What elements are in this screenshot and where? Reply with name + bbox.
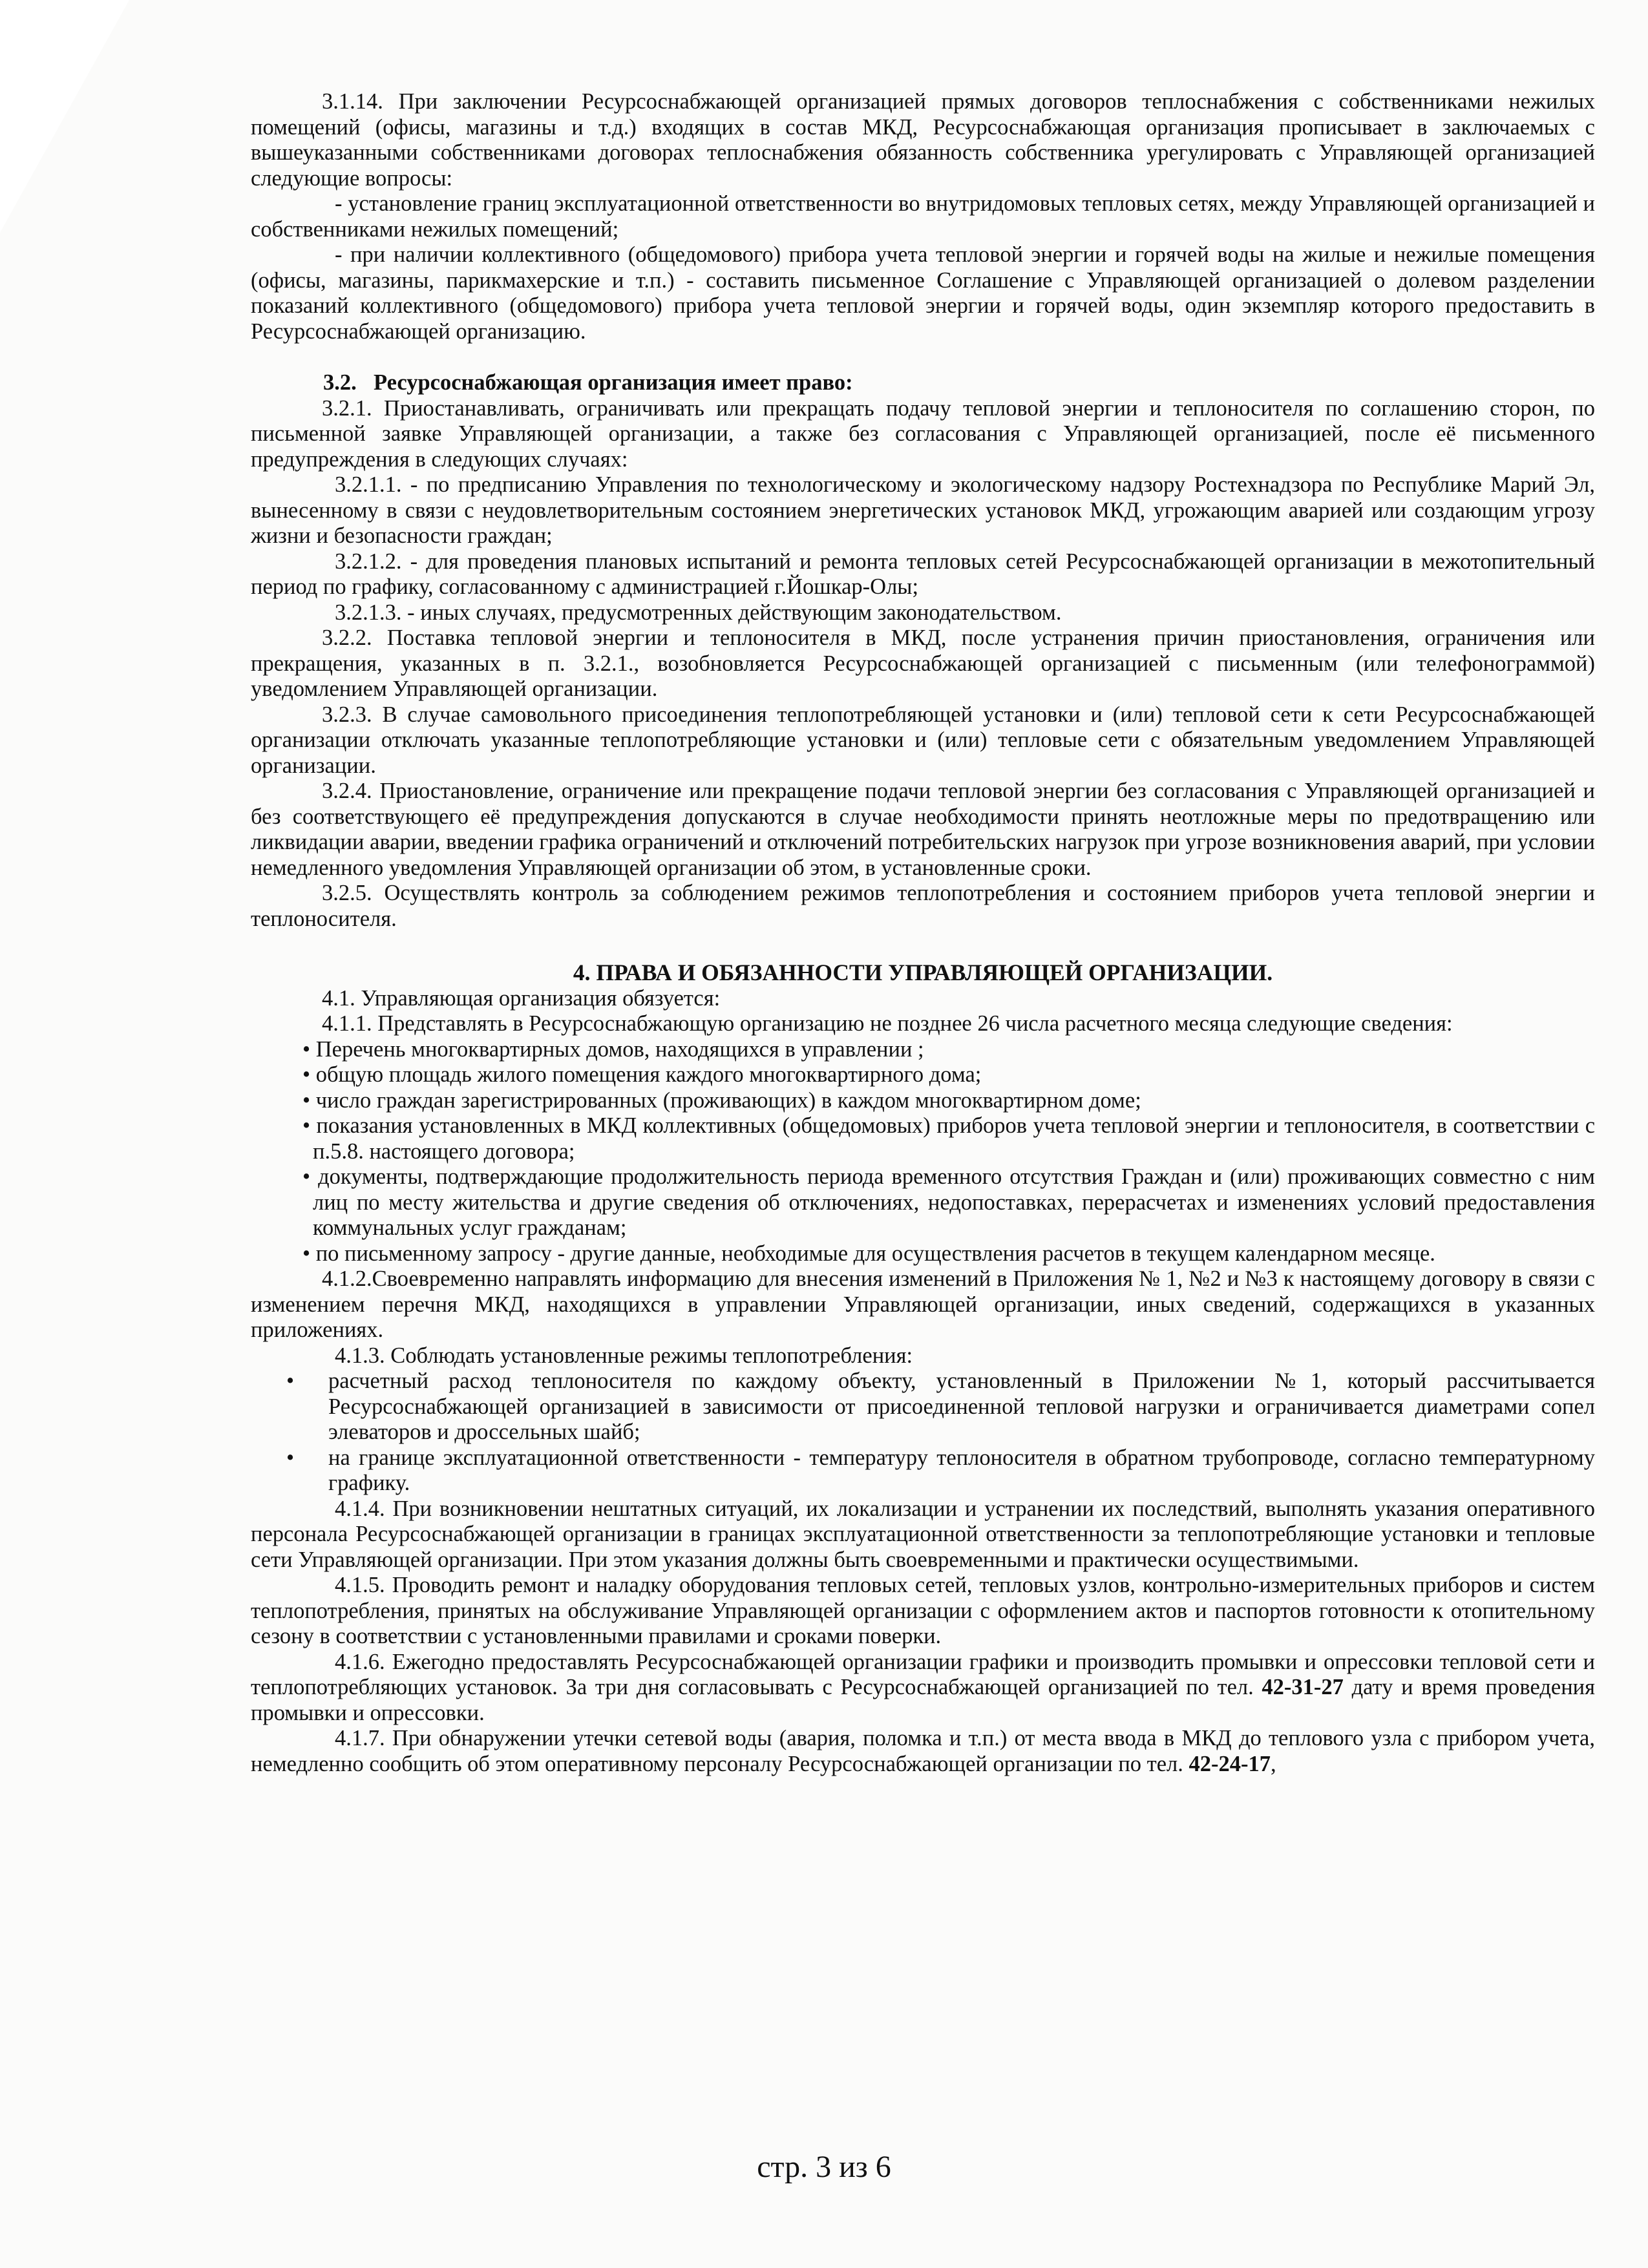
bullet-icon: • [302,1241,311,1266]
section-3-2-number: 3.2. [323,370,357,395]
bullet-icon: • [302,1036,311,1062]
clause-4-1-6: 4.1.6. Ежегодно предоставлять Ресурсоснабжающей организации графики и производить промывки и опрессовки тепловой сети и теплопотребляющих установок. За три дня согласовывать с Ресурсоснабжающей организацией по тел. 42-31-27 дату и время проведения промывки и опрессовки. [251,1649,1595,1725]
phone-number: 42-31-27 [1262,1675,1344,1699]
section-3-2-title: Ресурсоснабжающая организация имеет право: [374,370,853,395]
clause-3-2-4: 3.2.4. Приостановление, ограничение или прекращение подачи тепловой энергии без согласования с Управляющей организацией и без соответствующего её предупреждения допускаются в случае необходимости принять неотложные меры по предотвращению или ликвидации аварии, введении графика ограничений и отключений потребительских нагрузок при угрозе возникновения аварий, при условии немедленного уведомления Управляющей организации об этом, в установленные сроки. [251,779,1595,880]
clause-3-2-5: 3.2.5. Осуществлять контроль за соблюдением режимов теплопотребления и состоянием приборов учета тепловой энергии и теплоносителя. [251,881,1595,931]
list-item: • по письменному запросу - другие данные, необходимые для осуществления расчетов в текущем календарном месяце. [302,1241,1435,1266]
clause-3-2-1-3: 3.2.1.3. - иных случаях, предусмотренных действующим законодательством. [335,600,1062,625]
section-4-heading: 4. ПРАВА И ОБЯЗАННОСТИ УПРАВЛЯЮЩЕЙ ОРГАНИЗАЦИИ. [573,960,1273,985]
clause-3-1-14-item-1: - установление границ эксплуатационной ответственности во внутридомовых тепловых сетях, между Управляющей организацией и собственниками нежилых помещений; [251,191,1595,242]
page-number: стр. 3 из 6 [757,2150,891,2184]
clause-3-2-1-1: 3.2.1.1. - по предписанию Управления по технологическому и экологическому надзору Ростехнадзора по Республике Марий Эл, вынесенному в связи с неудовлетворительным состоянием энергетических установок МКД, угрожающим аварией или создающим угрозу жизни и безопасности граждан; [251,472,1595,548]
list-item: • Перечень многоквартирных домов, находящихся в управлении ; [302,1036,924,1062]
clause-3-2-1: 3.2.1. Приостанавливать, ограничивать или прекращать подачу тепловой энергии и теплоносителя по соглашению сторон, по письменной заявке Управляющей организации, а также без согласования с Управляющей организацией, после её письменного предупреждения в следующих случаях: [251,395,1595,472]
bullet-icon: • [302,1164,311,1189]
clause-4-1-1: 4.1.1. Представлять в Ресурсоснабжающую организацию не позднее 26 числа расчетного месяца следующие сведения: [322,1011,1453,1036]
list-item: • общую площадь жилого помещения каждого многоквартирного дома; [302,1062,982,1087]
bullet-icon: • [286,1445,295,1470]
clause-3-2-1-2: 3.2.1.2. - для проведения плановых испытаний и ремонта тепловых сетей Ресурсоснабжающей организации в межотопительный период по графику, согласованному с администрацией г.Йошкар-Олы; [251,549,1595,599]
bullet-icon: • [302,1087,311,1113]
list-item: • на границе эксплуатационной ответственности - температуру теплоносителя в обратном трубопроводе, согласно температурному графику. [286,1445,1595,1495]
clause-4-1-3: 4.1.3. Соблюдать установленные режимы теплопотребления: [335,1343,913,1368]
clause-4-1-7: 4.1.7. При обнаружении утечки сетевой воды (авария, поломка и т.п.) от места ввода в МКД до теплового узла с прибором учета, немедленно сообщить об этом оперативному персоналу Ресурсоснабжающей организации по тел. 42-24-17, [251,1726,1595,1776]
clause-4-1-4: 4.1.4. При возникновении нештатных ситуаций, их локализации и устранении их последствий, выполнять указания оперативного персонала Ресурсоснабжающей организации в границах эксплуатационной ответственности за теплопотребляющие установки и тепловые сети Управляющей организации. При этом указания должны быть своевременными и практически осуществимыми. [251,1496,1595,1572]
clause-3-2-2: 3.2.2. Поставка тепловой энергии и теплоносителя в МКД, после устранения причин приостановления, ограничения или прекращения, указанных в п. 3.2.1., возобновляется Ресурсоснабжающей организацией с письменным (или телефонограммой) уведомлением Управляющей организации. [251,625,1595,701]
bullet-icon: • [302,1062,311,1087]
document-body [251,89,1595,1777]
list-item: • показания установленных в МКД коллективных (общедомовых) приборов учета тепловой энергии и теплоносителя, в соответствии с п.5.8. настоящего договора; [302,1113,1596,1164]
clause-4-1-2: 4.1.2.Своевременно направлять информацию для внесения изменений в Приложения № 1, №2 и №3 к настоящему договору в связи с изменением перечня МКД, находящихся в управлении Управляющей организации, иных сведений, содержащихся в указанных приложениях. [251,1266,1595,1342]
bullet-icon: • [286,1369,295,1393]
clause-3-2-3: 3.2.3. В случае самовольного присоединения теплопотребляющей установки и (или) тепловой сети к сети Ресурсоснабжающей организации отключать указанные теплопотребляющие установки и (или) тепловые сети с обязательным уведомлением Управляющей организации. [251,702,1595,778]
clause-3-1-14-item-2: - при наличии коллективного (общедомового) прибора учета тепловой энергии и горячей воды на жилые и нежилые помещения (офисы, магазины, парикмахерские и т.п.) - составить письменное Соглашение с Управляющей организацией о долевом разделении показаний коллективного (общедомового) прибора учета тепловой энергии и горячей воды, один экземпляр которого предоставить в Ресурсоснабжающей организацию. [251,242,1595,344]
list-item: • документы, подтверждающие продолжительность периода временного отсутствия Граждан и (или) проживающих совместно с ним лиц по месту жительства и другие сведения об отключениях, недопоставках, перерасчетах и изменениях условий предоставления коммунальных услуг гражданам; [302,1164,1595,1240]
clause-4-1-5: 4.1.5. Проводить ремонт и наладку оборудования тепловых сетей, тепловых узлов, контрольно-измерительных приборов и систем теплопотребления, принятых на обслуживание Управляющей организации с оформлением актов и паспортов готовности к отопительному сезону в соответствии с установленными правилами и сроками поверки. [251,1573,1595,1648]
list-item: • число граждан зарегистрированных (проживающих) в каждом многоквартирном доме; [302,1087,1141,1113]
phone-number: 42-24-17 [1188,1751,1271,1776]
folded-corner [0,0,129,233]
bullet-icon: • [302,1113,311,1138]
clause-4-1: 4.1. Управляющая организация обязуется: [322,985,721,1011]
section-3-2-heading [323,370,1595,396]
list-item: • расчетный расход теплоносителя по каждому объекту, установленный в Приложении №1, который рассчитывается Ресурсоснабжающей организацией в зависимости от присоединенной тепловой нагрузки и ограничивается диаметрами сопел элеваторов и дроссельных шайб; [286,1369,1595,1444]
clause-3-1-14: 3.1.14. При заключении Ресурсоснабжающей организацией прямых договоров теплоснабжения с собственниками нежилых помещений (офисы, магазины и т.д.) входящих в состав МКД, Ресурсоснабжающая организация прописывает в заключаемых с вышеуказанными собственниками договорах теплоснабжения обязанность собственника урегулировать с Управляющей организацией следующие вопросы: [251,89,1595,191]
